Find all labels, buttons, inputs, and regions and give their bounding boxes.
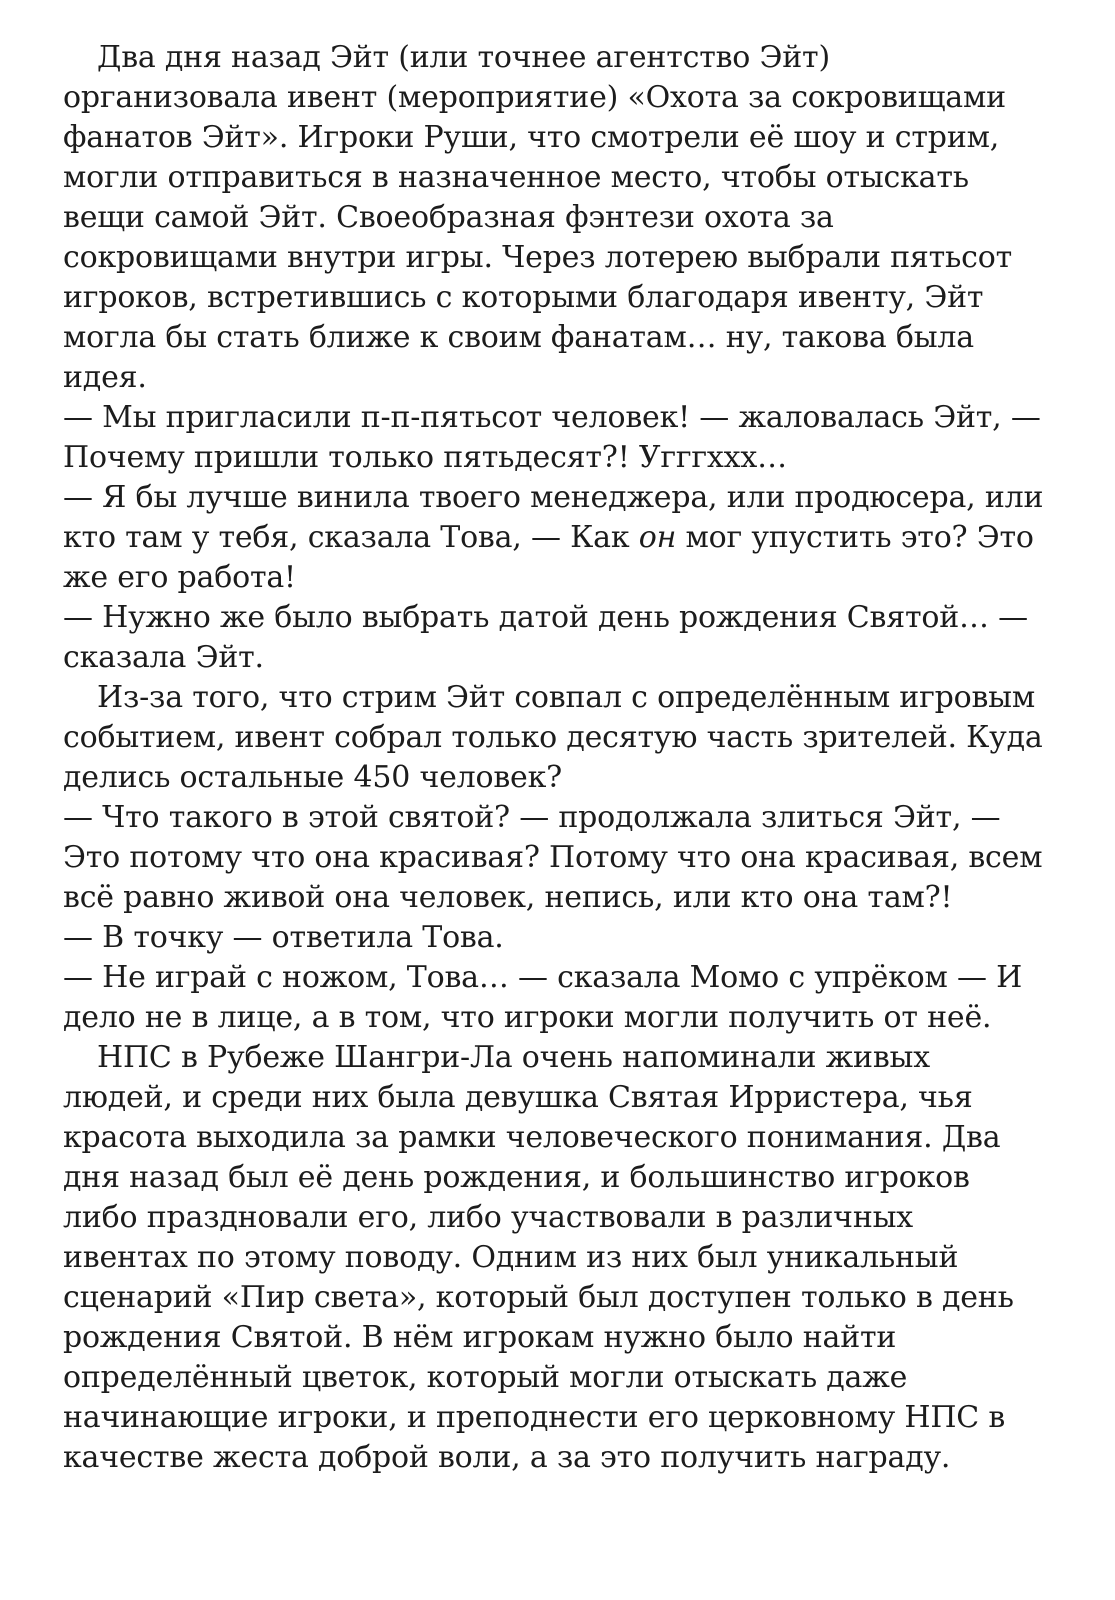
text-line: ивентах по этому поводу. Одним из них был уникальный	[63, 1240, 959, 1275]
text-line: людей, и среди них была девушка Святая Ирристера, чья	[63, 1080, 973, 1115]
text-line: могла бы стать ближе к своим фанатам… ну, такова была	[63, 320, 974, 355]
text-line: дня назад был её день рождения, и большинство игроков	[63, 1160, 970, 1195]
text-line: делись остальные 450 человек?	[63, 760, 563, 795]
text-line: начинающие игроки, и преподнести его церковному НПС в	[63, 1400, 1006, 1435]
text-line: же его работа!	[63, 560, 296, 595]
text-line: Почему пришли только пятьдесят?! Угггххх…	[63, 440, 787, 475]
text-line: Это потому что она красивая? Потому что она красивая, всем	[63, 840, 1043, 875]
text-line: либо праздновали его, либо участвовали в различных	[63, 1200, 914, 1235]
text-line: — Не играй с ножом, Това… — сказала Момо с упрёком — И	[63, 960, 1023, 995]
text-line: рождения Святой. В нём игрокам нужно было найти	[63, 1320, 897, 1355]
text-line: игроков, встретившись с которыми благодаря ивенту, Эйт	[63, 280, 984, 315]
italic-emphasis: он	[638, 520, 677, 555]
text-line: всё равно живой она человек, непись, или кто она там?!	[63, 880, 953, 915]
text-segment: мог упустить это? Это	[676, 520, 1034, 555]
text-line: определённый цветок, который могли отыскать даже	[63, 1360, 908, 1395]
text-line: идея.	[63, 360, 147, 395]
text-line: событием, ивент собрал только десятую часть зрителей. Куда	[63, 720, 1043, 755]
text-line: Два дня назад Эйт (или точнее агентство Эйт)	[97, 40, 830, 75]
text-line: красота выходила за рамки человеческого понимания. Два	[63, 1120, 1001, 1155]
text-line: качестве жеста доброй воли, а за это получить награду.	[63, 1440, 951, 1475]
text-line: сказала Эйт.	[63, 640, 264, 675]
text-line: Из-за того, что стрим Эйт совпал с определённым игровым	[97, 680, 1035, 715]
text-line: сокровищами внутри игры. Через лотерею выбрали пятьсот	[63, 240, 1013, 275]
document-page	[63, 38, 1043, 1478]
text-line: организовала ивент (мероприятие) «Охота за сокровищами	[63, 80, 1006, 115]
text-line: — Я бы лучше винила твоего менеджера, или продюсера, или	[63, 480, 1044, 515]
text-line: — Мы пригласили п-п-пятьсот человек! — жаловалась Эйт, —	[63, 400, 1041, 435]
text-line: НПС в Рубеже Шангри-Ла очень напоминали живых	[97, 1040, 930, 1075]
text-line	[63, 518, 1043, 558]
text-line: фанатов Эйт». Игроки Руши, что смотрели её шоу и стрим,	[63, 120, 1000, 155]
text-line: могли отправиться в назначенное место, чтобы отыскать	[63, 160, 969, 195]
text-line: дело не в лице, а в том, что игроки могли получить от неё.	[63, 1000, 992, 1035]
text-line: — Что такого в этой святой? — продолжала злиться Эйт, —	[63, 800, 1001, 835]
text-line: сценарий «Пир света», который был доступен только в день	[63, 1280, 1014, 1315]
text-line: — Нужно же было выбрать датой день рождения Святой… —	[63, 600, 1028, 635]
text-line: вещи самой Эйт. Своеобразная фэнтези охота за	[63, 200, 834, 235]
text-segment: кто там у тебя, сказала Това, — Как	[63, 520, 639, 555]
text-line: — В точку — ответила Това.	[63, 920, 504, 955]
